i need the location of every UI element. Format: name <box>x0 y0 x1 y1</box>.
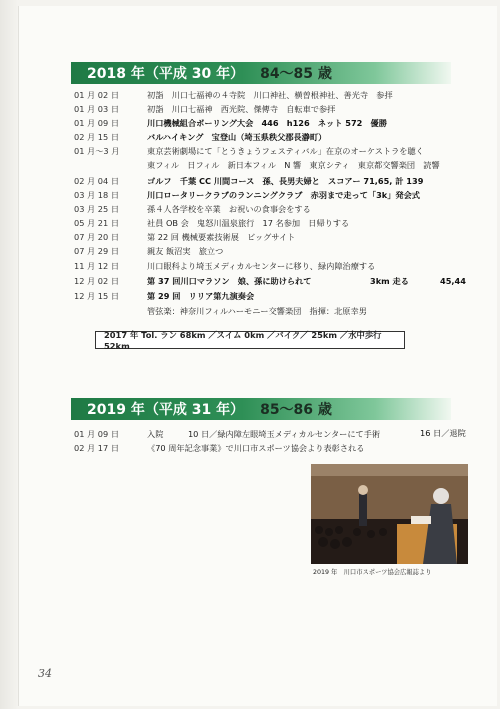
marathon-distance: 3km 走る <box>370 276 409 286</box>
section-2019-header <box>71 398 451 420</box>
entry-2018-0 <box>74 89 393 101</box>
entry-2018-12 <box>74 260 375 272</box>
entry-text: 第 37 回川口マラソン 娘、孫に助けられて <box>147 276 312 286</box>
entry-date: 12 月 02 日 <box>74 276 120 286</box>
entry-date: 02 月 17 日 <box>74 443 120 453</box>
marathon-score: 45,44 <box>440 276 466 286</box>
section-2019-title: 2019 年（平成 31 年） <box>87 402 245 418</box>
entry-date: 07 月 29 日 <box>74 246 120 256</box>
entry-text: バルハイキング 宝登山（埼玉県秩父郡長瀞町） <box>147 132 327 142</box>
entry-2018-3 <box>74 131 326 143</box>
entry-date: 07 月 20 日 <box>74 232 120 242</box>
entry-2018-8 <box>74 203 311 215</box>
entry-text: ゴルフ 千葉 CC 川間コース 孫、長男夫婦と スコアー 71,65, 計 139 <box>147 176 424 186</box>
discharge-note: 16 日／退院 <box>420 428 466 438</box>
entry-2018-10 <box>74 231 295 243</box>
award-ceremony-illustration <box>311 464 468 564</box>
section-2019-ages: 85～86 歳 <box>260 402 332 418</box>
entry-text: 川口眼科より埼玉メディカルセンターに移り、緑内障治療する <box>147 261 376 271</box>
award-ceremony-photo <box>311 464 468 564</box>
entry-2018-6 <box>74 175 423 187</box>
entry-text: 《70 周年記念事業》で川口市スポーツ協会より表彰される <box>147 443 365 453</box>
entry-date: 05 月 21 日 <box>74 218 120 228</box>
entry-2018-5-continuation: 東フィル 日フィル 新日本フィル N 響 東京シティ 東京都交響楽団 読響 <box>147 160 440 170</box>
entry-text: 初詣 川口七福神 西光院、傑傳寺 自転車で参拝 <box>147 104 336 114</box>
section-2018-header <box>71 62 451 84</box>
entry-text: 第 29 回 リリア第九演奏会 <box>147 291 255 301</box>
entry-2019-0 <box>74 428 380 440</box>
entry-2018-13 <box>74 275 311 287</box>
photo-caption: 2019 年 川口市スポーツ協会広報誌より <box>313 569 432 576</box>
annual-training-summary: 2017 年 Tol. ラン 68km ／スイム 0km ／バイク／ 25km ／水中歩行 52km <box>104 330 390 351</box>
page-number: 34 <box>38 667 52 680</box>
entry-2019-1 <box>74 442 364 454</box>
entry-2018-4 <box>74 145 424 157</box>
entry-date: 01 月 02 日 <box>74 90 120 100</box>
entry-date: 11 月 12 日 <box>74 261 120 271</box>
entry-date: 01 月 09 日 <box>74 118 120 128</box>
entry-2018-7 <box>74 189 420 201</box>
entry-date: 12 月 15 日 <box>74 291 120 301</box>
entry-text: 入院 10 日／緑内障左眼埼玉メディカルセンターにて手術 <box>147 429 381 439</box>
entry-2018-2 <box>74 117 387 129</box>
entry-2018-9 <box>74 217 349 229</box>
entry-text: 東京芸術劇場にて「とうきょうフェスティバル」在京のオーケストラを聴く <box>147 146 424 156</box>
entry-text: 川口ロータリークラブのランニングクラブ 赤羽まで走って「3k」発会式 <box>147 190 420 200</box>
entry-text: 孫４人各学校を卒業 お祝いの食事会をする <box>147 204 311 214</box>
entry-2018-15-continuation: 管弦楽：神奈川フィルハーモニー交響楽団 指揮：北原幸男 <box>147 306 367 316</box>
entry-date: 03 月 25 日 <box>74 204 120 214</box>
section-2018-ages: 84～85 歳 <box>260 66 332 82</box>
entry-date: 02 月 15 日 <box>74 132 120 142</box>
entry-date: 03 月 18 日 <box>74 190 120 200</box>
entry-text: 川口機械組合ボーリング大会 446 h126 ネット 572 優勝 <box>147 118 387 128</box>
entry-2018-11 <box>74 245 223 257</box>
entry-text: 第 22 回 機械要素技術展 ビッグサイト <box>147 232 296 242</box>
entry-date: 01 月 03 日 <box>74 104 120 114</box>
entry-text: 社員 OB 会 鬼怒川温泉旅行 17 名参加 日帰りする <box>147 218 350 228</box>
entry-date: 01 月～3 月 <box>74 146 120 156</box>
entry-date: 01 月 09 日 <box>74 429 120 439</box>
entry-text: 親友 飯沼実 旅立つ <box>147 246 224 256</box>
page-gutter <box>0 0 18 709</box>
entry-2018-14 <box>74 290 254 302</box>
entry-text: 初詣 川口七福神の４寺院 川口神社、横曽根神社、善光寺 参拝 <box>147 90 393 100</box>
annual-training-summary-box <box>95 331 405 349</box>
entry-date: 02 月 04 日 <box>74 176 120 186</box>
entry-2018-1 <box>74 103 335 115</box>
section-2018-title: 2018 年（平成 30 年） <box>87 66 245 82</box>
